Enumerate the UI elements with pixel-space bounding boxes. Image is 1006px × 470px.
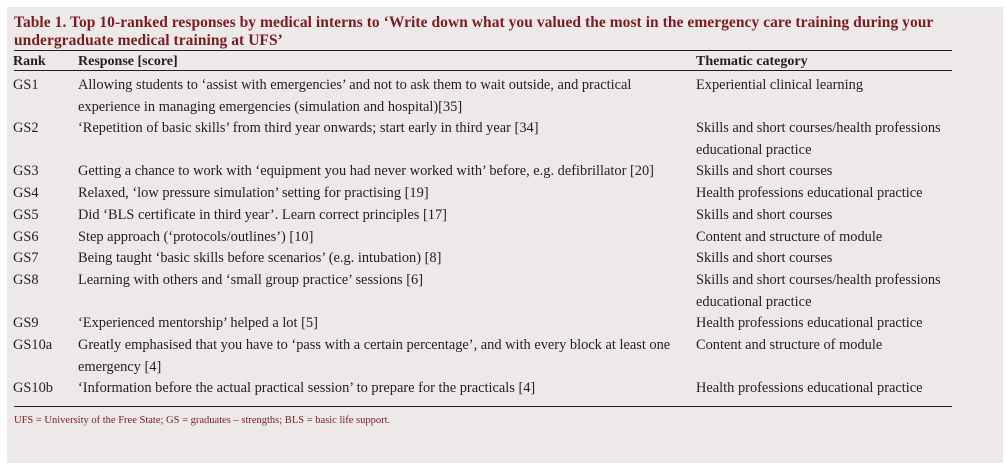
theme-cell: Content and structure of module [696,337,883,353]
header-rank: Rank [13,54,46,69]
rank-cell: GS2 [13,120,39,136]
theme-cell: Health professions educational practice [696,185,923,201]
header-response: Response [score] [78,54,178,69]
theme-cell: Experiential clinical learning [696,77,864,93]
theme-cell: Health professions educational practice [696,380,923,396]
theme-cell: Skills and short courses/health professions educational practice [696,272,941,310]
rank-cell: GS1 [13,77,39,93]
bottom-rule [14,406,952,407]
header-rule [14,70,952,71]
rank-cell: GS7 [13,250,39,266]
response-cell: Being taught ‘basic skills before scenarios’ (e.g. intubation) [8] [78,250,442,266]
response-cell: Step approach (‘protocols/outlines’) [10] [78,229,314,245]
theme-cell: Skills and short courses [696,250,833,266]
table-header-row [7,54,1003,70]
theme-cell: Skills and short courses [696,163,833,179]
caption-rule [14,50,952,51]
theme-cell: Health professions educational practice [696,315,923,331]
rank-cell: GS10a [13,337,53,353]
theme-cell: Content and structure of module [696,229,883,245]
response-cell: Learning with others and ‘small group practice’ sessions [6] [78,272,424,288]
rank-cell: GS6 [13,229,39,245]
rank-cell: GS10b [13,380,53,396]
response-cell: ‘Repetition of basic skills’ from third year onwards; start early in third year [34] [78,120,539,136]
table-caption: Table 1. Top 10-ranked responses by medical interns to ‘Write down what you valued the most in the emergency care training during your undergraduate medical training at UFS’ [14,14,934,49]
theme-cell: Skills and short courses/health professions educational practice [696,120,941,158]
rank-cell: GS9 [13,315,39,331]
rank-cell: GS3 [13,163,39,179]
response-cell: ‘Experienced mentorship’ helped a lot [5] [78,315,318,331]
response-cell: Getting a chance to work with ‘equipment you had never worked with’ before, e.g. defibrillator [20] [78,163,654,179]
rank-cell: GS4 [13,185,39,201]
response-cell: Did ‘BLS certificate in third year’. Learn correct principles [17] [78,207,447,223]
response-cell: ‘Information before the actual practical session’ to prepare for the practicals [4] [78,380,536,396]
table-footnote: UFS = University of the Free State; GS = graduates – strengths; BLS = basic life support. [14,415,391,426]
table-panel [7,7,1003,463]
rank-cell: GS8 [13,272,39,288]
response-cell: Allowing students to ‘assist with emergencies’ and not to ask them to wait outside, and practical experience in managing emergencies (simulation and hospital)[35] [78,77,632,115]
response-cell: Greatly emphasised that you have to ‘pass with a certain percentage’, and with every block at least one emergency [4] [78,337,671,375]
response-cell: Relaxed, ‘low pressure simulation’ setting for practising [19] [78,185,429,201]
rank-cell: GS5 [13,207,39,223]
theme-cell: Skills and short courses [696,207,833,223]
header-theme: Thematic category [696,54,808,69]
